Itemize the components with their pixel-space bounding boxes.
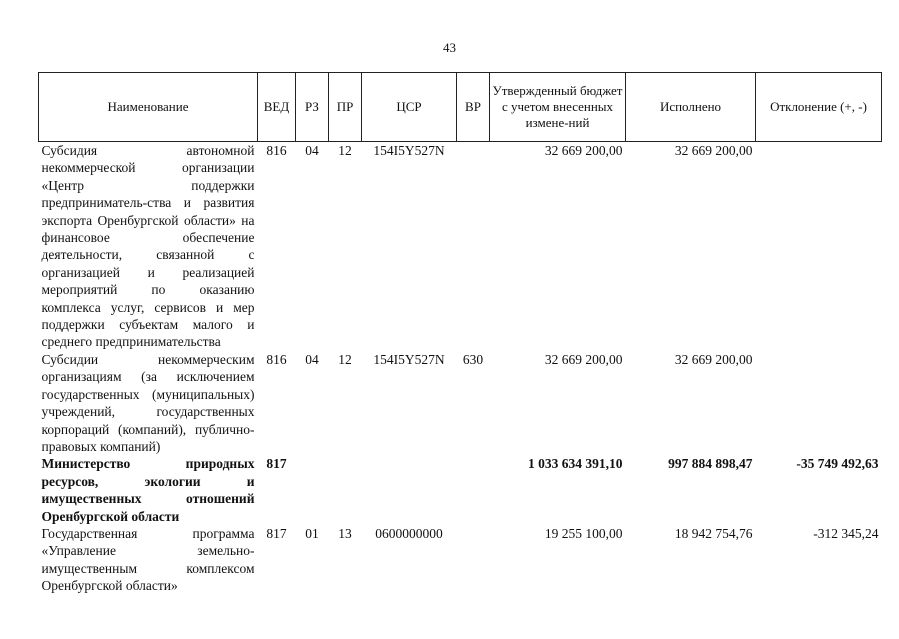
table-row — [39, 525, 882, 595]
budget-table — [38, 72, 882, 595]
row-pr: 12 — [338, 143, 352, 158]
row-csr: 154I5Y527N — [373, 351, 445, 367]
header-pr: ПР — [329, 73, 362, 142]
table-row — [39, 142, 882, 351]
header-rz: РЗ — [296, 73, 329, 142]
row-name: Государственная программа «Управление земельно-имущественным комплексом Оренбургской области» — [41, 525, 255, 594]
row-approved: 32 669 200,00 — [544, 143, 623, 158]
row-ved: 816 — [266, 351, 287, 367]
row-csr: 154I5Y527N — [373, 143, 445, 158]
row-csr — [362, 455, 457, 525]
row-approved: 1 033 634 391,10 — [528, 456, 623, 472]
header-vr: ВР — [457, 73, 490, 142]
row-executed: 18 942 754,76 — [674, 525, 753, 541]
row-pr: 13 — [338, 525, 352, 541]
row-ved: 817 — [266, 456, 287, 472]
row-vr — [457, 142, 490, 351]
row-rz: 04 — [305, 351, 319, 367]
row-approved: 19 255 100,00 — [544, 525, 623, 541]
row-deviation: -35 749 492,63 — [796, 456, 879, 472]
row-deviation: -312 345,24 — [813, 525, 879, 541]
header-name: Наименование — [39, 73, 258, 142]
row-executed: 32 669 200,00 — [674, 351, 753, 367]
row-executed: 32 669 200,00 — [674, 143, 753, 158]
header-executed: Исполнено — [626, 73, 756, 142]
header-approved: Утвержденный бюджет с учетом внесенных измене-ний — [490, 73, 626, 142]
row-ved: 817 — [266, 525, 287, 541]
row-name: Субсидии некоммерческим организациям (за исключением государственных (муниципальных) учреждений, государственных корпораций (компаний), публично-правовых компаний) — [41, 351, 255, 454]
row-vr: 630 — [462, 351, 484, 367]
row-pr: 12 — [338, 351, 352, 367]
row-deviation — [756, 142, 882, 351]
table-header-row — [39, 73, 882, 142]
row-name: Субсидия автономной некоммерческой организации «Центр поддержки предприниматель-ства и развития экспорта Оренбургской области» на финансовое обеспечение деятельности, связанной с организацией и реализацией мероприятий по оказанию комплекса услуг, сервисов и мер поддержки субъектам малого и среднего предпринимательства — [41, 143, 255, 350]
row-executed: 997 884 898,47 — [668, 456, 753, 472]
page-number: 43 — [443, 40, 456, 55]
row-deviation — [756, 351, 882, 455]
row-ved: 816 — [266, 143, 287, 158]
table-row — [39, 351, 882, 455]
row-vr — [457, 525, 490, 595]
header-ved: ВЕД — [258, 73, 296, 142]
row-csr: 0600000000 — [375, 525, 443, 541]
row-vr — [457, 455, 490, 525]
row-rz: 01 — [305, 525, 319, 541]
row-rz: 04 — [305, 143, 319, 158]
row-name: Министерство природных ресурсов, экологии и имущественных отношений Оренбургской области — [41, 456, 255, 524]
table-row — [39, 455, 882, 525]
row-approved: 32 669 200,00 — [544, 351, 623, 367]
row-pr — [329, 455, 362, 525]
row-rz — [296, 455, 329, 525]
header-deviation: Отклонение (+, -) — [756, 73, 882, 142]
header-csr: ЦСР — [362, 73, 457, 142]
